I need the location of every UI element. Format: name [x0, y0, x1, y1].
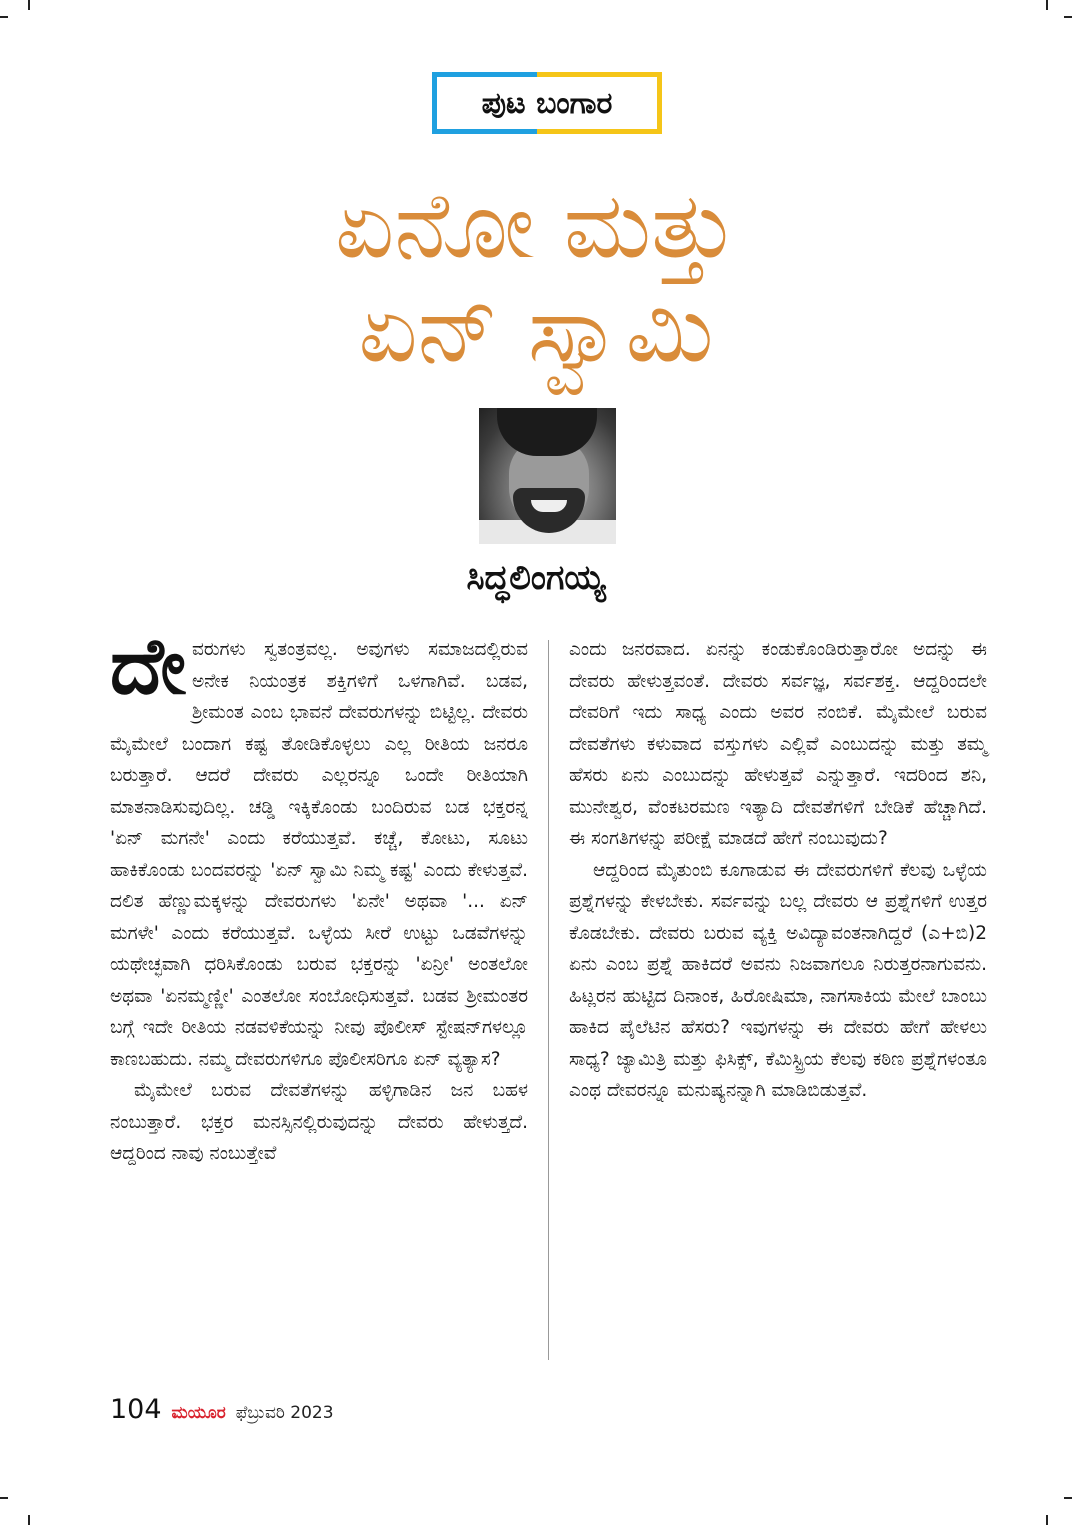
crop-mark [0, 16, 8, 18]
article-column-2 [569, 634, 987, 1107]
page-footer [110, 1394, 334, 1425]
paragraph-1-text: ವರುಗಳು ಸ್ವತಂತ್ರವಲ್ಲ. ಅವುಗಳು ಸಮಾಜದಲ್ಲಿರುವ ಅನೇಕ ನಿಯಂತ್ರಕ ಶಕ್ತಿಗಳಿಗೆ ಒಳಗಾಗಿವೆ. ಬಡವ, ಶ್ರೀಮಂತ ಎಂಬ ಭಾವನೆ ದೇವರುಗಳನ್ನು ಬಿಟ್ಟಿಲ್ಲ. ದೇವರು ಮೈಮೇಲೆ ಬಂದಾಗ ಕಷ್ಟ ತೋಡಿಕೊಳ್ಳಲು ಎಲ್ಲ ರೀತಿಯ ಜನರೂ ಬರುತ್ತಾರೆ. ಆದರೆ ದೇವರು ಎಲ್ಲರನ್ನೂ ಒಂದೇ ರೀತಿಯಾಗಿ ಮಾತನಾಡಿಸುವುದಿಲ್ಲ. ಚಡ್ಡಿ ಇಕ್ಕಿಕೊಂಡು ಬಂದಿರುವ ಬಡ ಭಕ್ತರನ್ನ 'ಏನ್ ಮಗನೇ' ಎಂದು ಕರೆಯುತ್ತವೆ. ಕಚ್ಚೆ, ಕೋಟು, ಸೂಟು ಹಾಕಿಕೊಂಡು ಬಂದವರನ್ನು 'ಏನ್ ಸ್ವಾಮಿ ನಿಮ್ಮ ಕಷ್ಟ' ಎಂದು ಕೇಳುತ್ತವೆ. ದಲಿತ ಹೆಣ್ಣುಮಕ್ಕಳನ್ನು ದೇವರುಗಳು 'ಏನೇ' ಅಥವಾ '... ಏನ್ ಮಗಳೇ' ಎಂದು ಕರೆಯುತ್ತವೆ. ಒಳ್ಳೆಯ ಸೀರೆ ಉಟ್ಟು ಒಡವೆಗಳನ್ನು ಯಥೇಚ್ಛವಾಗಿ ಧರಿಸಿಕೊಂಡು ಬರುವ ಭಕ್ತರನ್ನು 'ಏನ್ರೀ' ಅಂತಲೋ ಅಥವಾ 'ಏನಮ್ಮಣ್ಣೀ' ಎಂತಲೋ ಸಂಬೋಧಿಸುತ್ತವೆ. ಬಡವ ಶ್ರೀಮಂತರ ಬಗ್ಗೆ ಇದೇ ರೀತಿಯ ನಡವಳಿಕೆಯನ್ನು ನೀವು ಪೊಲೀಸ್ ಸ್ಟೇಷನ್‌ಗಳಲ್ಲೂ ಕಾಣಬಹುದು. ನಮ್ಮ ದೇವರುಗಳಿಗೂ ಪೊಲೀಸರಿಗೂ ಏನ್ ವ್ಯತ್ಯಾಸ? [110, 639, 528, 1070]
section-badge-label: ಪುಟ ಬಂಗಾರ [481, 85, 613, 121]
column-divider [548, 640, 549, 1360]
crop-mark [28, 0, 30, 10]
magazine-name: ಮಯೂರ [171, 1403, 226, 1423]
crop-mark [1064, 16, 1072, 18]
paragraph-2: ಮೈಮೇಲೆ ಬರುವ ದೇವತೆಗಳನ್ನು ಹಳ್ಳಿಗಾಡಿನ ಜನ ಬಹಳ ನಂಬುತ್ತಾರೆ. ಭಕ್ತರ ಮನಸ್ಸಿನಲ್ಲಿರುವುದನ್ನು ದೇವರು ಹೇಳುತ್ತದೆ. ಆದ್ದರಿಂದ ನಾವು ನಂಬುತ್ತೇವೆ [110, 1080, 528, 1164]
paragraph-1 [110, 622, 528, 1075]
crop-mark [1046, 1515, 1048, 1525]
article-title-line-2: ಏನ್ ಸ್ವಾಮಿ [358, 276, 714, 383]
drop-cap: ದೇ [110, 622, 186, 712]
article-column-1 [110, 622, 528, 1170]
author-name: ಸಿದ್ಧಲಿಂಗಯ್ಯ [466, 558, 606, 598]
section-badge [432, 72, 662, 134]
crop-mark [1064, 1497, 1072, 1499]
paragraph-3: ಎಂದು ಜನರವಾದ. ಏನನ್ನು ಕಂಡುಕೊಂಡಿರುತ್ತಾರೋ ಅದನ್ನು ಈ ದೇವರು ಹೇಳುತ್ತವಂತೆ. ದೇವರು ಸರ್ವಜ್ಞ, ಸರ್ವಶಕ್ತ. ಆದ್ದರಿಂದಲೇ ದೇವರಿಗೆ ಇದು ಸಾಧ್ಯ ಎಂದು ಅವರ ನಂಬಿಕೆ. ಮೈಮೇಲೆ ಬರುವ ದೇವತೆಗಳು ಕಳುವಾದ ವಸ್ತುಗಳು ಎಲ್ಲಿವೆ ಎಂಬುದನ್ನು ಮತ್ತು ತಮ್ಮ ಹೆಸರು ಏನು ಎಂಬುದನ್ನು ಹೇಳುತ್ತವೆ ಎನ್ನುತ್ತಾರೆ. ಇದರಿಂದ ಶನಿ, ಮುನೇಶ್ವರ, ವೆಂಕಟರಮಣ ಇತ್ಯಾದಿ ದೇವತೆಗಳಿಗೆ ಬೇಡಿಕೆ ಹೆಚ್ಚಾಗಿದೆ. ಈ ಸಂಗತಿಗಳನ್ನು ಪರೀಕ್ಷೆ ಮಾಡದೆ ಹೇಗೆ ನಂಬುವುದು? [569, 639, 987, 849]
crop-mark [1046, 0, 1048, 10]
author-photo [479, 408, 616, 544]
issue-date: ಫೆಬ್ರುವರಿ 2023 [235, 1403, 334, 1423]
article-title-line-1: ಏನೋ ಮತ್ತು [335, 172, 737, 279]
crop-mark [28, 1515, 30, 1525]
paragraph-4: ಆದ್ದರಿಂದ ಮೈತುಂಬಿ ಕೂಗಾಡುವ ಈ ದೇವರುಗಳಿಗೆ ಕೆಲವು ಒಳ್ಳೆಯ ಪ್ರಶ್ನೆಗಳನ್ನು ಕೇಳಬೇಕು. ಸರ್ವವನ್ನು ಬಲ್ಲ ದೇವರು ಆ ಪ್ರಶ್ನೆಗಳಿಗೆ ಉತ್ತರ ಕೊಡಬೇಕು. ದೇವರು ಬರುವ ವ್ಯಕ್ತಿ ಅವಿದ್ಯಾವಂತನಾಗಿದ್ದರೆ (ಎ+ಬಿ)2 ಏನು ಎಂಬ ಪ್ರಶ್ನೆ ಹಾಕಿದರೆ ಅವನು ನಿಜವಾಗಲೂ ನಿರುತ್ತರನಾಗುವನು. ಹಿಟ್ಲರನ ಹುಟ್ಟಿದ ದಿನಾಂಕ, ಹಿರೋಷಿಮಾ, ನಾಗಸಾಕಿಯ ಮೇಲೆ ಬಾಂಬು ಹಾಕಿದ ಪೈಲೆಟಿನ ಹೆಸರು? ಇವುಗಳನ್ನು ಈ ದೇವರು ಹೇಗೆ ಹೇಳಲು ಸಾಧ್ಯ? ಜ್ಯಾಮಿತ್ರಿ ಮತ್ತು ಫಿಸಿಕ್ಸ್, ಕೆಮಿಸ್ಟ್ರಿಯ ಕೆಲವು ಕಠಿಣ ಪ್ರಶ್ನೆಗಳಂತೂ ಎಂಥ ದೇವರನ್ನೂ ಮನುಷ್ಯನನ್ನಾಗಿ ಮಾಡಿಬಿಡುತ್ತವೆ. [569, 859, 987, 1101]
crop-mark [0, 1497, 8, 1499]
page-number: 104 [110, 1394, 162, 1425]
